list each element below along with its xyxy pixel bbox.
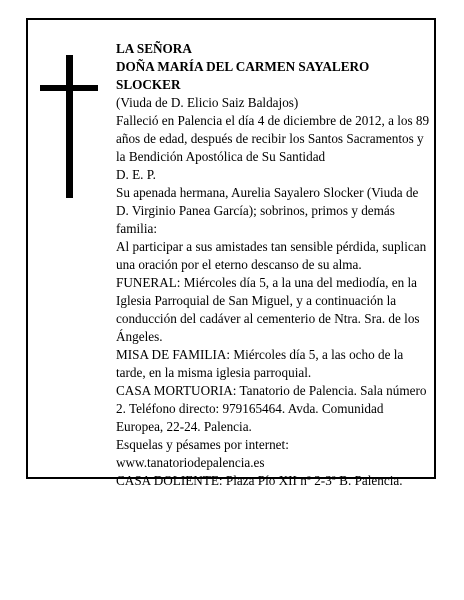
family-home-info: CASA DOLIENTE: Plaza Pío XII nº 2-3º B. Palencia. <box>116 473 403 488</box>
deceased-name: DOÑA MARÍA DEL CARMEN SAYALERO SLOCKER <box>116 59 370 92</box>
online-condolences-url: www.tanatoriodepalencia.es <box>116 455 265 470</box>
latin-cross-icon <box>40 55 98 198</box>
funeral-info: FUNERAL: Miércoles día 5, a la una del mediodía, en la Iglesia Parroquial de San Miguel, y a continuación la conducción del cadáver al cementerio de Ntra. Sra. de los Ángeles. <box>116 275 420 344</box>
death-notice: Falleció en Palencia el día 4 de diciembre de 2012, a los 89 años de edad, después de recibir los Santos Sacramentos y la Bendición Apostólica de Su Santidad <box>116 113 430 164</box>
family-mass-info: MISA DE FAMILIA: Miércoles día 5, a las ocho de la tarde, en la misma iglesia parroquial. <box>116 347 404 380</box>
widow-of: (Viuda de D. Elicio Saiz Baldajos) <box>116 95 299 110</box>
online-condolences-label: Esquelas y pésames por internet: <box>116 437 289 452</box>
funeral-home-info: CASA MORTUORIA: Tanatorio de Palencia. Sala número 2. Teléfono directo: 979165464. Avda. Comunidad Europea, 22-24. Palencia. <box>116 383 427 434</box>
obituary-text <box>116 40 432 490</box>
cross-vertical-bar <box>66 55 73 198</box>
prayer-request: Al participar a sus amistades tan sensible pérdida, suplican una oración por el eterno descanso de su alma. <box>116 239 427 272</box>
rip-text: D. E. P. <box>116 167 156 182</box>
mourners-text: Su apenada hermana, Aurelia Sayalero Slocker (Viuda de D. Virginio Panea García); sobrinos, primos y demás familia: <box>116 185 419 236</box>
obituary-notice <box>26 18 436 488</box>
cross-horizontal-bar <box>40 85 98 91</box>
obituary-heading: LA SEÑORA <box>116 41 192 56</box>
